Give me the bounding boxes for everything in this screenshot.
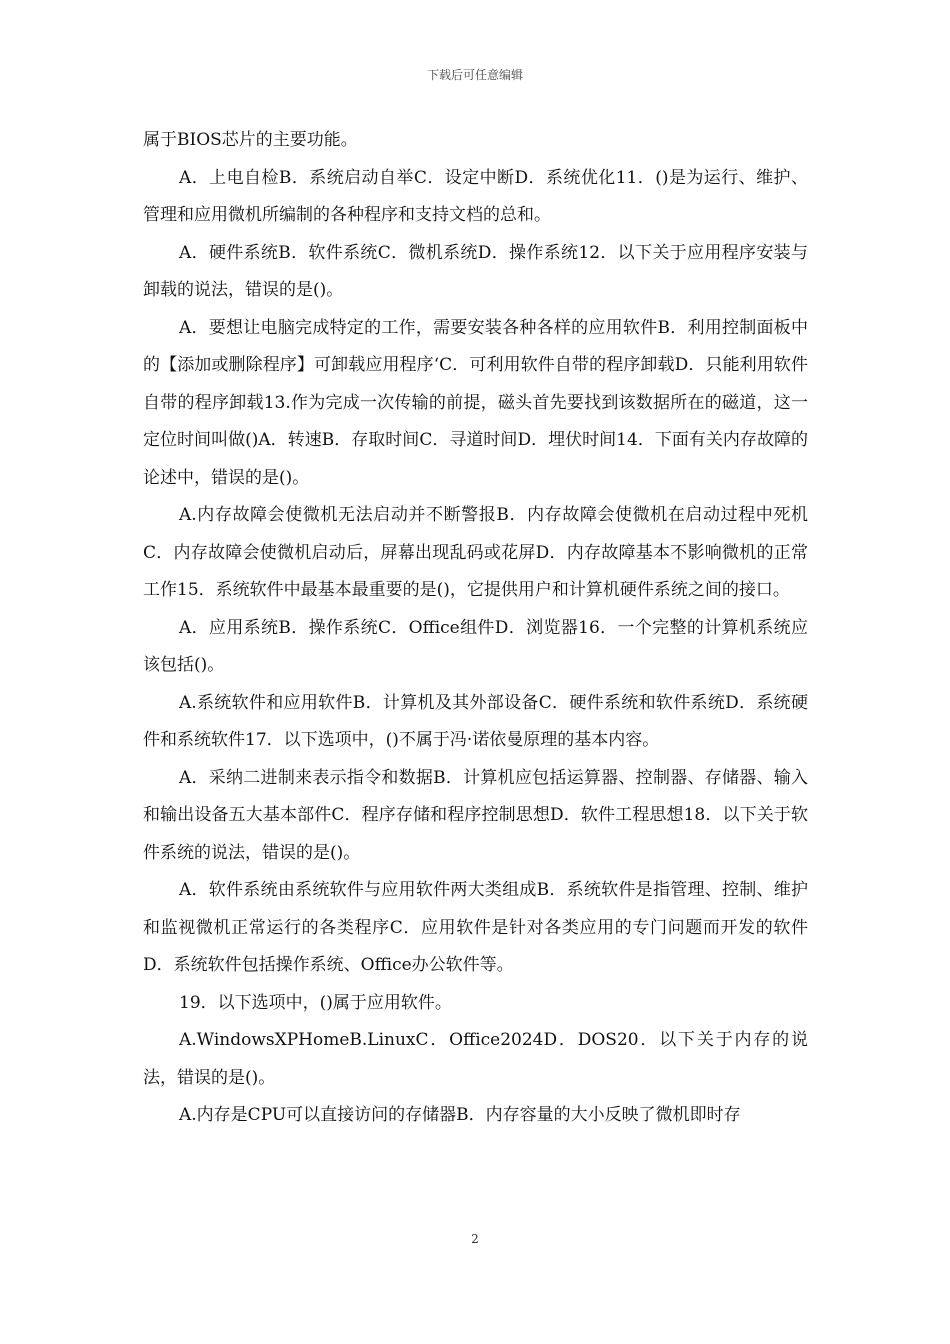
- paragraph-5: A.内存故障会使微机无法启动并不断警报B．内存故障会使微机在启动过程中死机C．内存故障会使微机启动后，屏幕出现乱码或花屏D．内存故障基本不影响微机的正常工作15．系统软件中最基本最重要的是()，它提供用户和计算机硬件系统之间的接口。: [143, 505, 808, 600]
- paragraph-11: A.WindowsXPHomeB.LinuxC．Office2024D．DOS20．以下关于内存的说法，错误的是()。: [143, 1030, 808, 1088]
- paragraph-3: A．硬件系统B．软件系统C．微机系统D．操作系统12．以下关于应用程序安装与卸载的说法，错误的是()。: [143, 242, 808, 300]
- paragraph-4: A．要想让电脑完成特定的工作，需要安装各种各样的应用软件B．利用控制面板中的【添加或删除程序】可卸载应用程序‘C．可利用软件自带的程序卸载D．只能利用软件自带的程序卸载13.作为完成一次传输的前提，磁头首先要找到该数据所在的磁道，这一定位时间叫做()A．转速B．存取时间C．寻道时间D．埋伏时间14．下面有关内存故障的论述中，错误的是()。: [143, 317, 808, 488]
- page-header: 下载后可任意编辑: [426, 68, 523, 82]
- paragraph-12: A.内存是CPU可以直接访问的存储器B．内存容量的大小反映了微机即时存: [179, 1105, 741, 1125]
- paragraph-7: A.系统软件和应用软件B．计算机及其外部设备C．硬件系统和软件系统D．系统硬件和系统软件17．以下选项中，()不属于冯·诺依曼原理的基本内容。: [143, 692, 808, 750]
- paragraph-6: A．应用系统B．操作系统C．Office组件D．浏览器16．一个完整的计算机系统应该包括()。: [143, 617, 808, 675]
- paragraph-2: A．上电自检B．系统启动自举C．设定中断D．系统优化11．()是为运行、维护、管理和应用微机所编制的各种程序和支持文档的总和。: [143, 167, 808, 225]
- document-body: [143, 122, 808, 1135]
- paragraph-9: A．软件系统由系统软件与应用软件两大类组成B．系统软件是指管理、控制、维护和监视微机正常运行的各类程序C．应用软件是针对各类应用的专门问题而开发的软件D．系统软件包括操作系统、Office办公软件等。: [143, 880, 808, 975]
- paragraph-1: 属于BIOS芯片的主要功能。: [143, 130, 358, 150]
- paragraph-10: 19．以下选项中，()属于应用软件。: [179, 992, 452, 1013]
- paragraph-8: A．采纳二进制来表示指令和数据B．计算机应包括运算器、控制器、存储器、输入和输出设备五大基本部件C．程序存储和程序控制思想D．软件工程思想18．以下关于软件系统的说法，错误的是()。: [143, 767, 808, 863]
- page-number: 2: [471, 1232, 479, 1246]
